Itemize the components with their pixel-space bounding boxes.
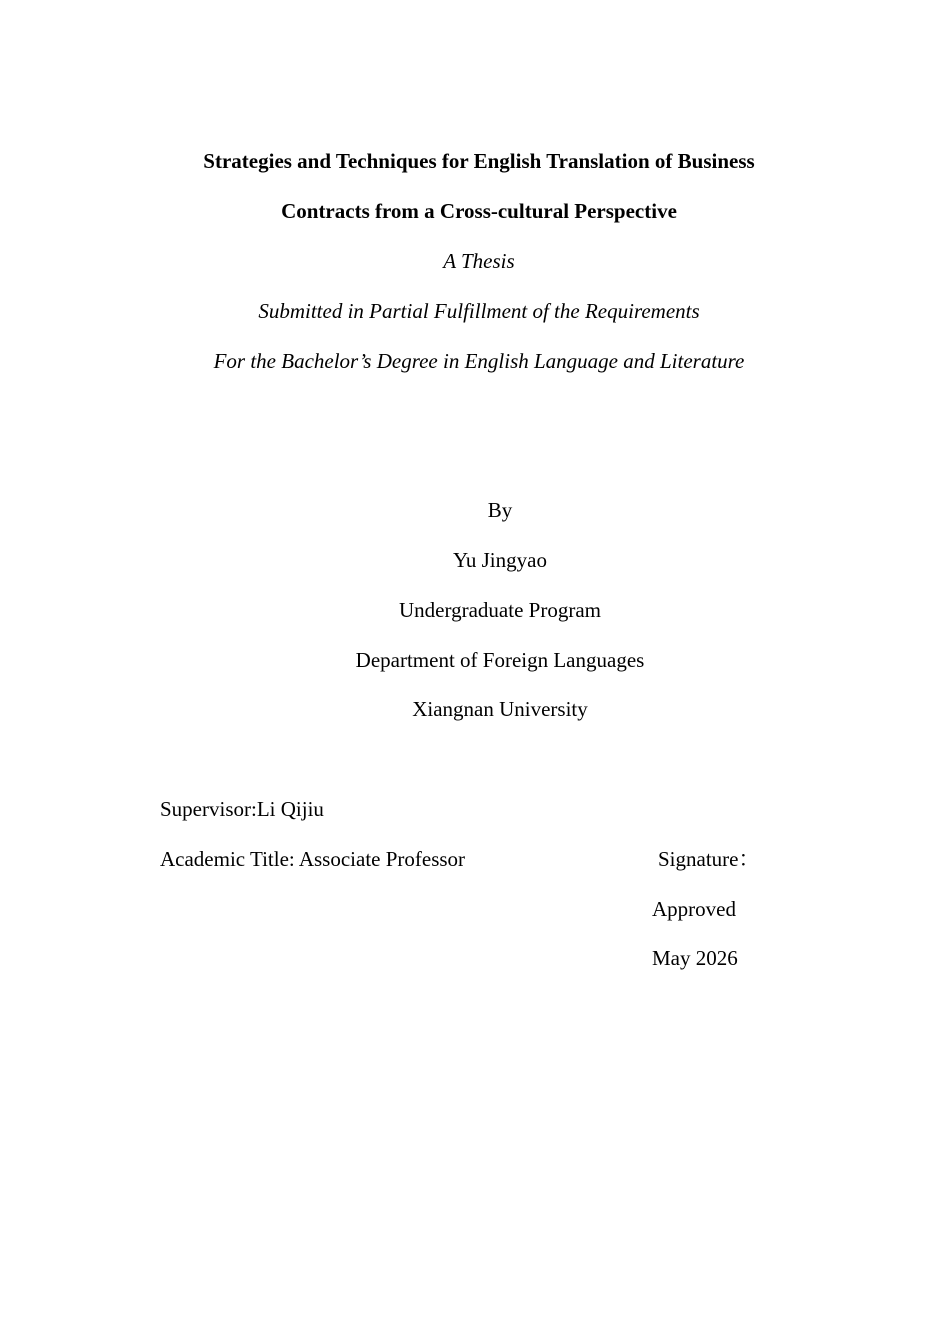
submission-statement: Submitted in Partial Fulfillment of the Requirements: [258, 299, 700, 323]
thesis-label: A Thesis: [443, 249, 515, 273]
department-name: Department of Foreign Languages: [355, 648, 645, 672]
approved-label: Approved: [652, 897, 736, 921]
program-name: Undergraduate Program: [399, 598, 601, 622]
supervisor-line: Supervisor:Li Qijiu: [160, 797, 324, 821]
by-label: By: [487, 498, 513, 522]
author-name: Yu Jingyao: [453, 548, 547, 572]
thesis-title-line-2: Contracts from a Cross-cultural Perspective: [281, 199, 677, 223]
thesis-title-line-1: Strategies and Techniques for English Translation of Business: [203, 149, 755, 173]
submission-date: May 2026: [652, 946, 738, 970]
academic-title-line: Academic Title: Associate Professor: [160, 847, 466, 871]
signature-label: Signature：: [658, 847, 760, 871]
degree-statement: For the Bachelor’s Degree in English Language and Literature: [213, 349, 745, 373]
university-name: Xiangnan University: [412, 697, 588, 721]
